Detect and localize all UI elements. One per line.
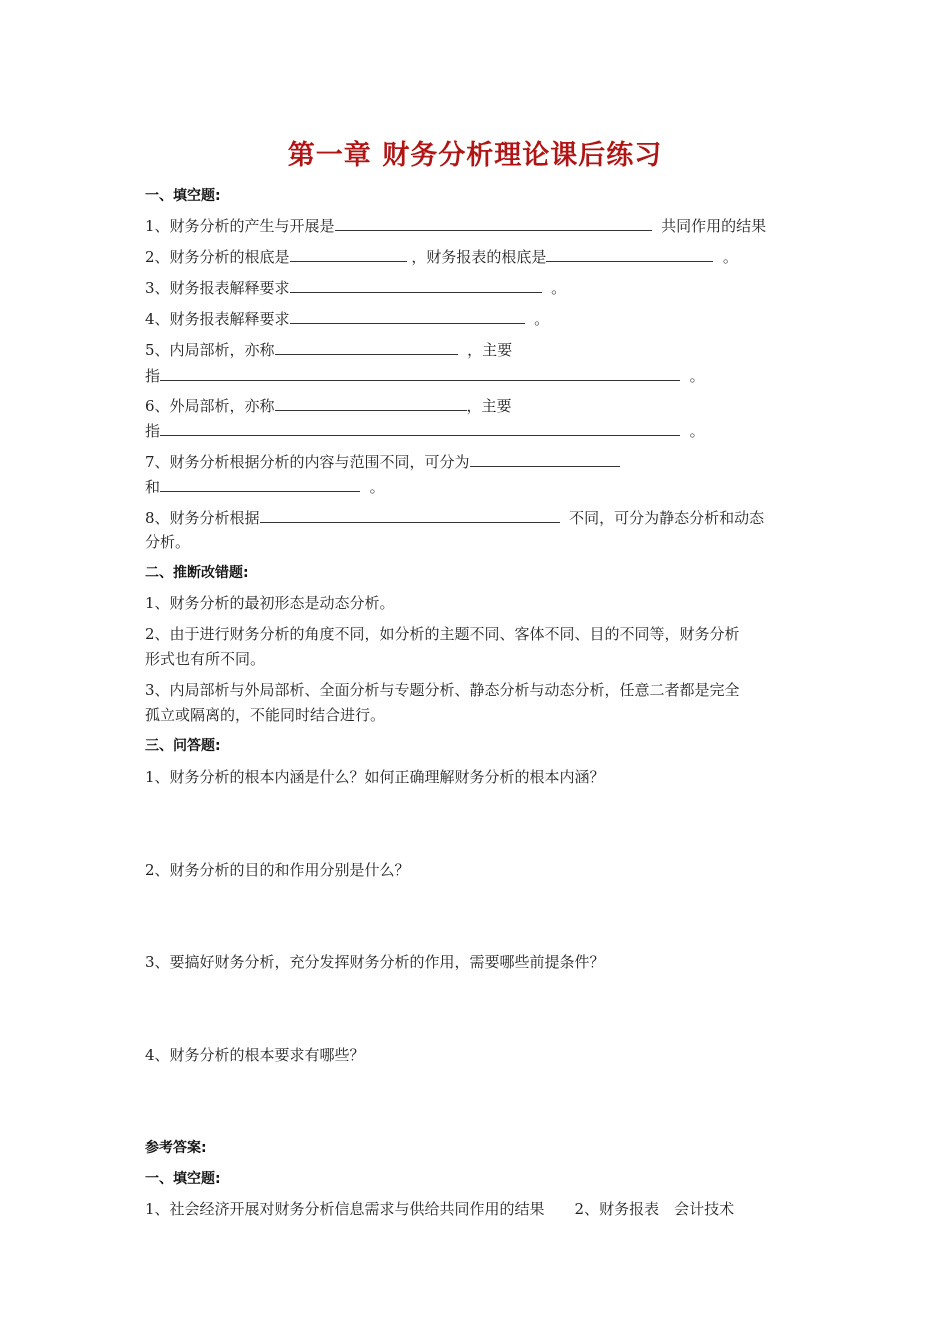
judge-item-cont: 形式也有所不同。 [145, 650, 266, 668]
fill-q7-cont: 和 。 [145, 478, 385, 496]
fill-q1: 1、财务分析的产生与开展是 共同作用的结果 [145, 217, 767, 235]
fill-q4: 4、财务报表解释要求 。 [145, 310, 550, 328]
blank-field[interactable] [160, 476, 360, 492]
blank-field[interactable] [160, 420, 680, 436]
judge-item: 1、财务分析的最初形态是动态分析。 [145, 594, 395, 612]
judge-item: 2、由于进行财务分析的角度不同，如分析的主题不同、客体不同、目的不同等，财务分析 [145, 625, 740, 643]
fill-q8: 8、财务分析根据 不同，可分为静态分析和动态 [145, 509, 765, 527]
page-title: 第一章 财务分析理论课后练习 [287, 140, 663, 171]
blank-field[interactable] [275, 339, 458, 355]
blank-field[interactable] [275, 395, 467, 411]
fill-q6-cont: 指 。 [145, 422, 705, 440]
blank-field[interactable] [290, 277, 542, 293]
blank-field[interactable] [260, 507, 560, 523]
fill-q5: 5、内局部析，亦称 ，主要 [145, 341, 513, 359]
fill-q6: 6、外局部析，亦称 ，主要 [145, 397, 512, 415]
blank-field[interactable] [335, 215, 652, 231]
answers-sub-heading: 一、填空题: [145, 1171, 221, 1187]
blank-field[interactable] [290, 308, 525, 324]
blank-field[interactable] [546, 246, 713, 262]
answer-line: 1、社会经济开展对财务分析信息需求与供给共同作用的结果 2、财务报表 会计技术 [145, 1200, 735, 1218]
fill-q2: 2、财务分析的根底是 ，财务报表的根底是 。 [145, 248, 738, 266]
blank-field[interactable] [470, 451, 620, 467]
fill-q8-cont: 分析。 [145, 533, 191, 551]
fill-q5-cont: 指 。 [145, 367, 705, 385]
answers-heading: 参考答案: [145, 1140, 207, 1156]
qa-item: 1、财务分析的根本内涵是什么？如何正确理解财务分析的根本内涵？ [145, 768, 605, 786]
fill-q3: 3、财务报表解释要求 。 [145, 279, 567, 297]
section-heading-judge: 二、推断改错题: [145, 565, 249, 581]
blank-field[interactable] [160, 365, 680, 381]
fill-q7: 7、财务分析根据分析的内容与范围不同，可分为 [145, 451, 620, 472]
section-heading-fill: 一、填空题: [145, 188, 221, 204]
qa-item: 3、要搞好财务分析，充分发挥财务分析的作用，需要哪些前提条件？ [145, 953, 605, 971]
qa-item: 2、财务分析的目的和作用分别是什么？ [145, 861, 410, 879]
qa-item: 4、财务分析的根本要求有哪些？ [145, 1046, 365, 1064]
blank-field[interactable] [290, 246, 407, 262]
judge-item: 3、内局部析与外局部析、全面分析与专题分析、静态分析与动态分析，任意二者都是完全 [145, 681, 740, 699]
judge-item-cont: 孤立或隔离的，不能同时结合进行。 [145, 706, 386, 724]
section-heading-qa: 三、问答题: [145, 738, 221, 754]
